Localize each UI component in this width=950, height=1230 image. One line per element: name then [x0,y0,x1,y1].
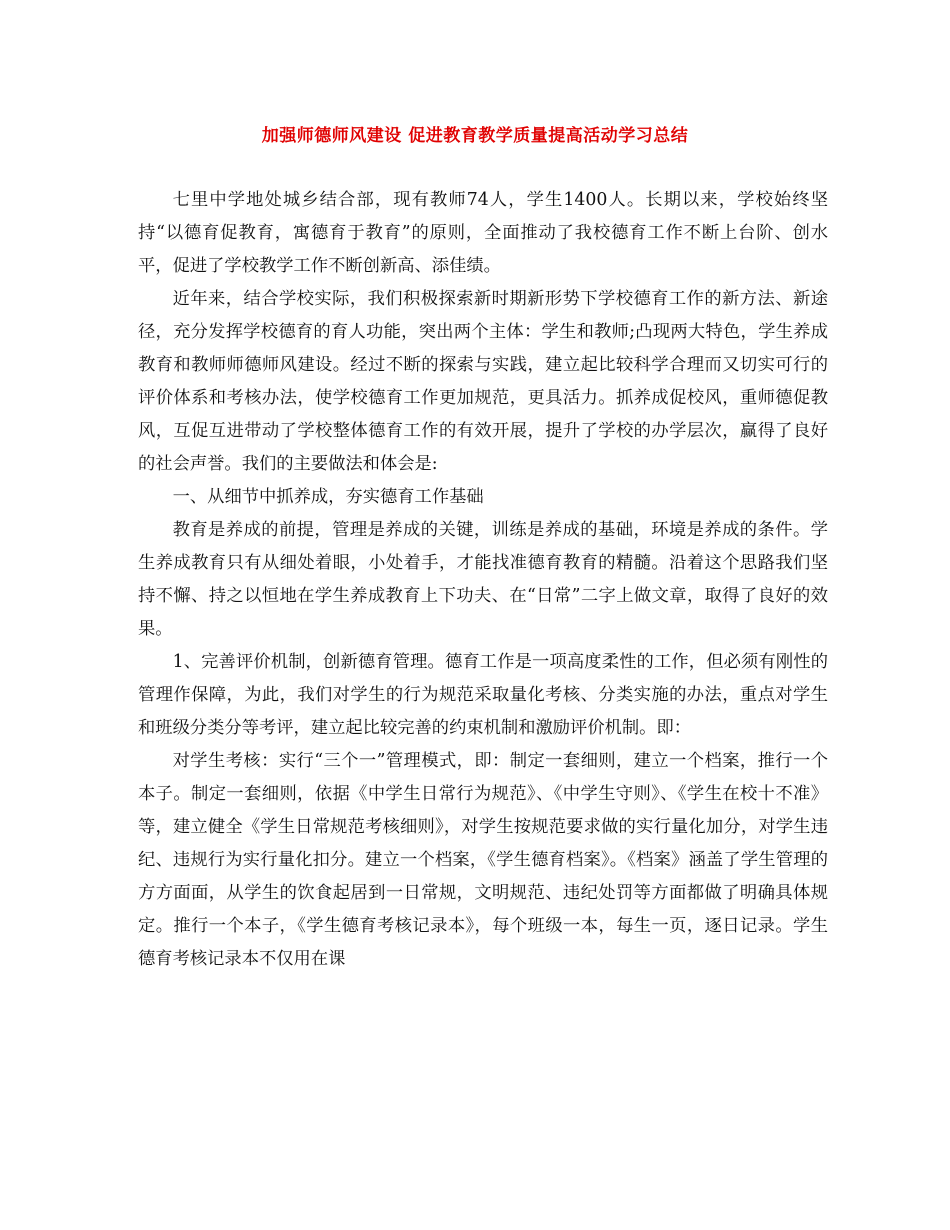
paragraph-evaluation-mechanism: 1、完善评价机制，创新德育管理。德育工作是一项高度柔性的工作，但必须有刚性的管理作保障，为此，我们对学生的行为规范采取量化考核、分类实施的办法，重点对学生和班级分类分等考评，建立起比较完善的约束机制和激励评价机制。即： [138,652,828,738]
section-heading-1: 一、从细节中抓养成，夯实德育工作基础 [172,487,484,507]
paragraph-habit-education: 教育是养成的前提，管理是养成的关键，训练是养成的基础，环境是养成的条件。学生养成教育只有从细处着眼，小处着手，才能找准德育教育的精髓。沿着这个思路我们坚持不懈、持之以恒地在学生养成教育上下功夫、在“日常”二字上做文章，取得了良好的效果。 [138,520,828,639]
paragraph-student-assessment: 对学生考核：实行“三个一”管理模式，即：制定一套细则，建立一个档案，推行一个本子。制定一套细则，依据《中学生日常行为规范》、《中学生守则》、《学生在校十不准》等，建立健全《学生日常规范考核细则》，对学生按规范要求做的实行量化加分，对学生违纪、违规行为实行量化扣分。建立一个档案，《学生德育档案》。《档案》涵盖了学生管理的方方面面，从学生的饮食起居到一日常规，文明规范、违纪处罚等方面都做了明确具体规定。推行一个本子，《学生德育考核记录本》，每个班级一本，每生一页，逐日记录。学生德育考核记录本不仅用在课 [138,751,828,969]
paragraph-recent-years: 近年来，结合学校实际，我们积极探索新时期新形势下学校德育工作的新方法、新途径，充分发挥学校德育的育人功能，突出两个主体：学生和教师;凸现两大特色，学生养成教育和教师师德师风建设。经过不断的探索与实践，建立起比较科学合理而又切实可行的评价体系和考核办法，使学校德育工作更加规范，更具活力。抓养成促校风，重师德促教风，互促互进带动了学校整体德育工作的有效开展，提升了学校的办学层次，赢得了良好的社会声誉。我们的主要做法和体会是: [138,289,828,474]
paragraph-intro: 七里中学地处城乡结合部，现有教师74人，学生1400人。长期以来，学校始终坚持“以德育促教育，寓德育于教育”的原则，全面推动了我校德育工作不断上台阶、创水平，促进了学校教学工作不断创新高、添佳绩。 [138,190,828,276]
document-title: 加强师德师风建设 促进教育教学质量提高活动学习总结 [261,126,689,146]
document-body [138,184,828,976]
